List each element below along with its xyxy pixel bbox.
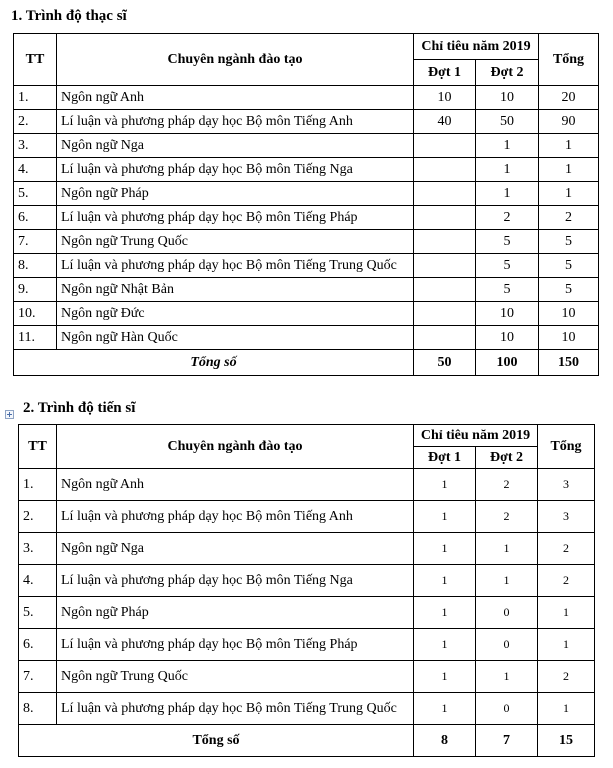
round-1-value [414,254,476,278]
program-name: Ngôn ngữ Hàn Quốc [57,326,414,350]
round-2-value: 2 [476,469,538,501]
column-header-program: Chuyên ngành đào tạo [57,425,414,469]
program-name: Ngôn ngữ Nhật Bản [57,278,414,302]
program-name: Lí luận và phương pháp dạy học Bộ môn Tiếng Anh [57,110,414,134]
round-2-value: 0 [476,629,538,661]
round-1-total: 8 [414,725,476,757]
round-1-value: 1 [414,693,476,725]
total-value: 2 [538,565,595,597]
round-2-value: 1 [476,134,539,158]
table-row [14,254,599,278]
row-number: 1. [19,469,57,501]
row-number: 1. [14,86,57,110]
round-1-value: 40 [414,110,476,134]
total-value: 2 [539,206,599,230]
column-header-quota: Chỉ tiêu năm 2019 [414,34,539,60]
total-value: 10 [539,302,599,326]
row-number: 5. [14,182,57,206]
column-header-program: Chuyên ngành đào tạo [57,34,414,86]
table-row [19,501,595,533]
round-1-value: 10 [414,86,476,110]
round-2-value: 10 [476,302,539,326]
program-name: Lí luận và phương pháp dạy học Bộ môn Tiếng Trung Quốc [57,254,414,278]
column-header-quota: Chỉ tiêu năm 2019 [414,425,538,447]
table-row [14,302,599,326]
total-value: 3 [538,469,595,501]
table-row [14,326,599,350]
table-row [19,469,595,501]
program-name: Lí luận và phương pháp dạy học Bộ môn Tiếng Pháp [57,629,414,661]
round-2-total: 7 [476,725,538,757]
total-value: 5 [539,230,599,254]
total-value: 5 [539,254,599,278]
round-1-value [414,206,476,230]
row-number: 8. [14,254,57,278]
row-number: 7. [19,661,57,693]
round-2-value: 1 [476,533,538,565]
total-label: Tổng số [19,725,414,757]
total-value: 1 [538,629,595,661]
program-name: Ngôn ngữ Anh [57,86,414,110]
round-1-value [414,302,476,326]
program-name: Ngôn ngữ Nga [57,533,414,565]
table-row [14,182,599,206]
table-row [14,86,599,110]
round-1-total: 50 [414,350,476,376]
round-2-value: 1 [476,158,539,182]
round-1-value: 1 [414,597,476,629]
round-2-value: 10 [476,86,539,110]
row-number: 8. [19,693,57,725]
program-name: Lí luận và phương pháp dạy học Bộ môn Tiếng Nga [57,565,414,597]
total-value: 1 [539,182,599,206]
row-number: 4. [14,158,57,182]
table-row [19,597,595,629]
grand-total: 150 [539,350,599,376]
round-2-value: 5 [476,230,539,254]
program-name: Ngôn ngữ Đức [57,302,414,326]
round-1-value [414,230,476,254]
total-value: 1 [539,134,599,158]
table-total-row [19,725,595,757]
round-1-value [414,278,476,302]
row-number: 3. [14,134,57,158]
total-value: 2 [538,661,595,693]
round-1-value [414,326,476,350]
round-1-value [414,182,476,206]
round-1-value: 1 [414,629,476,661]
section-2-heading: 2. Trình độ tiến sĩ [23,400,136,416]
table-row [19,533,595,565]
round-2-value: 1 [476,182,539,206]
table-row [14,110,599,134]
round-2-value: 2 [476,501,538,533]
table-row [14,134,599,158]
program-name: Ngôn ngữ Nga [57,134,414,158]
round-2-value: 50 [476,110,539,134]
total-value: 3 [538,501,595,533]
total-value: 10 [539,326,599,350]
row-number: 2. [19,501,57,533]
program-name: Ngôn ngữ Anh [57,469,414,501]
table-row [14,206,599,230]
row-number: 5. [19,597,57,629]
row-number: 4. [19,565,57,597]
table-row [19,565,595,597]
total-label: Tổng số [14,350,414,376]
row-number: 3. [19,533,57,565]
round-1-value: 1 [414,501,476,533]
round-1-value [414,158,476,182]
program-name: Lí luận và phương pháp dạy học Bộ môn Tiếng Anh [57,501,414,533]
column-header-round-1: Đợt 1 [414,447,476,469]
column-header-round-2: Đợt 2 [476,60,539,86]
row-number: 11. [14,326,57,350]
grand-total: 15 [538,725,595,757]
table-row [19,629,595,661]
program-name: Ngôn ngữ Pháp [57,182,414,206]
round-2-value: 0 [476,597,538,629]
table-row [14,158,599,182]
table-row [19,661,595,693]
row-number: 9. [14,278,57,302]
round-2-value: 1 [476,661,538,693]
round-1-value: 1 [414,469,476,501]
total-value: 1 [538,693,595,725]
column-header-tt: TT [14,34,57,86]
round-2-value: 0 [476,693,538,725]
program-name: Lí luận và phương pháp dạy học Bộ môn Tiếng Trung Quốc [57,693,414,725]
round-2-value: 5 [476,278,539,302]
masters-quota-table [13,33,599,376]
table-row [14,278,599,302]
row-number: 6. [19,629,57,661]
round-1-value: 1 [414,661,476,693]
row-number: 10. [14,302,57,326]
program-name: Lí luận và phương pháp dạy học Bộ môn Tiếng Nga [57,158,414,182]
round-2-value: 10 [476,326,539,350]
total-value: 1 [538,597,595,629]
round-1-value: 1 [414,565,476,597]
total-value: 2 [538,533,595,565]
table-header-row [19,425,595,447]
round-2-value: 1 [476,565,538,597]
column-header-tt: TT [19,425,57,469]
program-name: Lí luận và phương pháp dạy học Bộ môn Tiếng Pháp [57,206,414,230]
row-number: 2. [14,110,57,134]
column-header-total: Tổng [538,425,595,469]
total-value: 20 [539,86,599,110]
program-name: Ngôn ngữ Pháp [57,597,414,629]
table-total-row [14,350,599,376]
row-number: 7. [14,230,57,254]
section-1-heading: 1. Trình độ thạc sĩ [11,8,127,24]
table-row [14,230,599,254]
total-value: 90 [539,110,599,134]
round-2-total: 100 [476,350,539,376]
total-value: 1 [539,158,599,182]
row-number: 6. [14,206,57,230]
round-1-value: 1 [414,533,476,565]
column-header-total: Tổng [539,34,599,86]
round-2-value: 2 [476,206,539,230]
round-2-value: 5 [476,254,539,278]
program-name: Ngôn ngữ Trung Quốc [57,661,414,693]
total-value: 5 [539,278,599,302]
column-header-round-2: Đợt 2 [476,447,538,469]
doctoral-quota-table [18,424,595,757]
column-header-round-1: Đợt 1 [414,60,476,86]
table-row [19,693,595,725]
round-1-value [414,134,476,158]
program-name: Ngôn ngữ Trung Quốc [57,230,414,254]
table-header-row [14,34,599,60]
table-move-handle-icon[interactable] [5,410,14,419]
